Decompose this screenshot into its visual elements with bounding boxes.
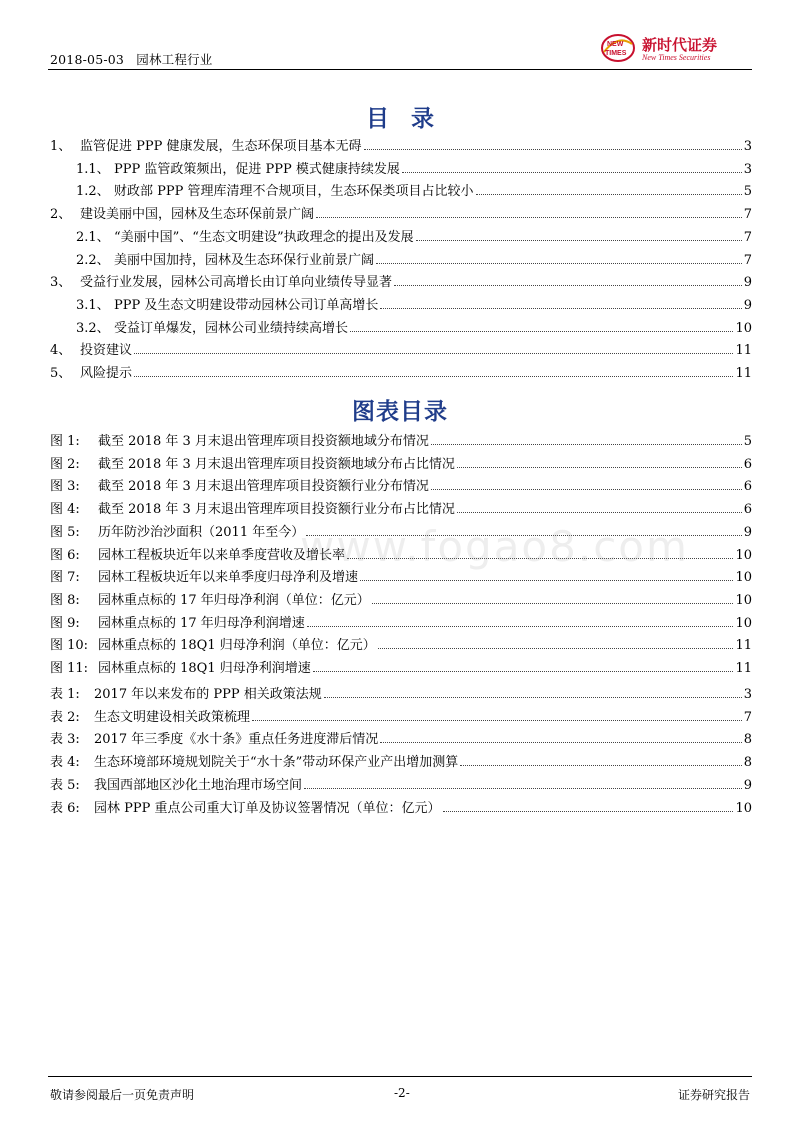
footer-divider: [48, 1076, 752, 1077]
entry-number: 1.2、: [76, 184, 110, 200]
toc-entry[interactable]: [48, 246, 752, 268]
leader-dots: [431, 444, 742, 445]
leader-dots: [134, 353, 733, 354]
entry-number: 表 5:: [50, 777, 80, 793]
charts-title: 图表目录: [352, 399, 448, 425]
entry-page: 7: [743, 709, 752, 725]
entry-title: 财政部 PPP 管理库清理不合规项目，生态环保类项目占比较小: [114, 184, 474, 200]
leader-dots: [376, 263, 742, 264]
entry-title: “美丽中国”、“生态文明建设”执政理念的提出及发展: [114, 229, 414, 245]
entry-number: 4、: [50, 343, 72, 359]
leader-dots: [460, 765, 741, 766]
entry-title: 投资建议: [80, 343, 133, 359]
entry-page: 6: [743, 502, 752, 518]
company-logo: [592, 30, 752, 66]
entry-number: 3.2、: [76, 320, 110, 336]
figure-entry[interactable]: [48, 495, 752, 517]
figure-entry[interactable]: [48, 472, 752, 494]
report-type: 证券研究报告: [677, 1088, 750, 1102]
disclaimer-note: 敬请参阅最后一页免责声明: [50, 1088, 195, 1102]
entry-title: 园林工程板块近年以来单季度营收及增长率: [98, 547, 346, 563]
figure-entry[interactable]: [48, 609, 752, 631]
entry-title: 截至 2018 年 3 月末退出管理库项目投资额行业分布情况: [98, 479, 429, 495]
entry-page: 7: [743, 229, 752, 245]
entry-number: 2.2、: [76, 252, 110, 268]
entry-title: 园林重点标的 17 年归母净利润（单位：亿元）: [98, 592, 370, 608]
leader-dots: [378, 648, 734, 649]
entry-number: 2、: [50, 207, 72, 223]
entry-page: 9: [743, 275, 752, 291]
entry-title: PPP 及生态文明建设带动园林公司订单高增长: [114, 297, 379, 313]
entry-title: 监管促进 PPP 健康发展，生态环保项目基本无碍: [80, 139, 362, 154]
table-entry[interactable]: [48, 703, 752, 725]
entry-page: 8: [743, 732, 752, 748]
entry-title: 我国西部地区沙化土地治理市场空间: [94, 777, 303, 793]
logo-mark-icon: [600, 32, 636, 64]
entry-number: 1.1、: [76, 161, 110, 177]
watermark: www.fogao8.com: [300, 522, 689, 571]
entry-number: 表 2:: [50, 709, 80, 725]
page-number: -2-: [394, 1086, 410, 1100]
entry-page: 10: [735, 592, 752, 608]
industry-name: 园林工程行业: [136, 52, 213, 67]
leader-dots: [443, 811, 734, 812]
page-header: [48, 30, 752, 70]
entry-page: 8: [743, 755, 752, 771]
entry-page: 6: [743, 456, 752, 472]
leader-dots: [316, 217, 742, 218]
leader-dots: [457, 467, 742, 468]
entry-page: 6: [743, 479, 752, 495]
entry-title: 历年防沙治沙面积（2011 年至今）: [98, 524, 305, 540]
leader-dots: [476, 194, 742, 195]
leader-dots: [324, 697, 742, 698]
entry-title: 2017 年以来发布的 PPP 相关政策法规: [94, 687, 322, 702]
entry-number: 图 6:: [50, 547, 80, 563]
entry-title: 截至 2018 年 3 月末退出管理库项目投资额地域分布占比情况: [98, 456, 455, 472]
leader-dots: [350, 331, 733, 332]
entry-number: 图 1:: [50, 434, 80, 449]
toc-entry[interactable]: [48, 336, 752, 358]
leader-dots: [372, 603, 734, 604]
leader-dots: [307, 626, 734, 627]
entry-title: 园林重点标的 17 年归母净利润增速: [98, 615, 305, 631]
toc-entry[interactable]: [48, 291, 752, 313]
leader-dots: [134, 376, 733, 377]
leader-dots: [394, 285, 742, 286]
entry-title: 生态文明建设相关政策梳理: [94, 709, 251, 725]
entry-page: 9: [743, 524, 752, 540]
entry-number: 表 4:: [50, 755, 80, 771]
entry-number: 图 8:: [50, 592, 80, 608]
toc-entry[interactable]: [48, 359, 752, 381]
leader-dots: [380, 308, 741, 309]
entry-number: 图 2:: [50, 456, 80, 472]
toc-entry[interactable]: [48, 132, 752, 154]
entry-page: 11: [735, 343, 752, 359]
entry-title: 2017 年三季度《水十条》重点任务进度滞后情况: [94, 732, 379, 748]
leader-dots: [457, 512, 742, 513]
leader-dots: [416, 240, 742, 241]
leader-dots: [252, 720, 742, 721]
entry-page: 3: [743, 161, 752, 177]
entry-title: 受益行业发展，园林公司高增长由订单向业绩传导显著: [80, 275, 393, 291]
figure-entry[interactable]: [48, 450, 752, 472]
entry-page: 11: [735, 661, 752, 676]
svg-text:TIMES: TIMES: [605, 50, 627, 57]
figure-entry[interactable]: [48, 631, 752, 653]
leader-dots: [402, 172, 742, 173]
header-meta: [50, 50, 212, 68]
logo-name: 新时代证券: [642, 36, 718, 54]
entry-number: 图 3:: [50, 479, 80, 495]
leader-dots: [360, 580, 733, 581]
leader-dots: [304, 788, 742, 789]
toc-entry[interactable]: [48, 155, 752, 177]
entry-page: 5: [743, 434, 752, 449]
entry-page: 5: [743, 184, 752, 200]
entry-number: 图 10:: [50, 638, 89, 654]
entry-number: 图 7:: [50, 570, 80, 586]
entry-page: 9: [743, 777, 752, 793]
toc-entry[interactable]: [48, 177, 752, 199]
entry-page: 10: [735, 615, 752, 631]
entry-number: 2.1、: [76, 229, 110, 245]
figure-entry[interactable]: [48, 654, 752, 676]
toc-entry[interactable]: [48, 268, 752, 290]
entry-page: 11: [735, 366, 752, 381]
table-entry[interactable]: [48, 748, 752, 770]
entry-page: 7: [743, 207, 752, 223]
table-entry[interactable]: [48, 680, 752, 702]
entry-page: 9: [743, 297, 752, 313]
entry-title: PPP 监管政策频出，促进 PPP 模式健康持续发展: [114, 161, 400, 177]
figure-entry[interactable]: [48, 427, 752, 449]
leader-dots: [313, 671, 734, 672]
entry-title: 建设美丽中国，园林及生态环保前景广阔: [80, 207, 315, 223]
entry-title: 截至 2018 年 3 月末退出管理库项目投资额地域分布情况: [98, 434, 429, 449]
entry-page: 3: [743, 139, 752, 154]
entry-title: 园林重点标的 18Q1 归母净利润增速: [98, 661, 311, 676]
entry-title: 美丽中国加持，园林及生态环保行业前景广阔: [114, 252, 375, 268]
entry-number: 图 5:: [50, 524, 80, 540]
page-footer: [48, 1076, 752, 1102]
entry-number: 3、: [50, 275, 72, 291]
entry-title: 生态环境部环境规划院关于“水十条”带动环保产业产出增加测算: [94, 755, 459, 771]
svg-text:NEW: NEW: [607, 41, 624, 48]
entry-number: 图 9:: [50, 615, 80, 631]
toc-entry[interactable]: [48, 200, 752, 222]
entry-title: 截至 2018 年 3 月末退出管理库项目投资额行业分布占比情况: [98, 502, 455, 518]
entry-number: 图 11:: [50, 661, 89, 676]
table-entry[interactable]: [48, 794, 752, 816]
entry-title: 园林重点标的 18Q1 归母净利润（单位：亿元）: [98, 638, 376, 654]
report-date: 2018-05-03: [50, 52, 125, 67]
entry-title: 风险提示: [80, 366, 133, 381]
entry-page: 7: [743, 252, 752, 268]
toc-entry[interactable]: [48, 223, 752, 245]
entry-number: 表 3:: [50, 732, 80, 748]
entry-number: 5、: [50, 366, 72, 381]
entry-number: 1、: [50, 139, 72, 154]
leader-dots: [364, 149, 742, 150]
leader-dots: [380, 742, 742, 743]
entry-page: 11: [735, 638, 752, 654]
entry-number: 表 1:: [50, 687, 80, 702]
entry-page: 10: [735, 547, 752, 563]
leader-dots: [431, 489, 742, 490]
entry-number: 3.1、: [76, 297, 110, 313]
entry-page: 10: [735, 570, 752, 586]
entry-number: 图 4:: [50, 502, 80, 518]
entry-number: 表 6:: [50, 800, 80, 816]
table-entry[interactable]: [48, 725, 752, 747]
entry-title: 园林工程板块近年以来单季度归母净利及增速: [98, 570, 359, 586]
entry-page: 3: [743, 687, 752, 702]
entry-title: 园林 PPP 重点公司重大订单及协议签署情况（单位：亿元）: [94, 800, 441, 816]
table-entry[interactable]: [48, 771, 752, 793]
entry-page: 10: [735, 320, 752, 336]
logo-subtitle: New Times Securities: [642, 53, 711, 62]
entry-title: 受益订单爆发，园林公司业绩持续高增长: [114, 320, 349, 336]
toc-entry[interactable]: [48, 314, 752, 336]
toc-title: 目录: [366, 106, 456, 132]
header-divider: [48, 69, 752, 70]
entry-page: 10: [735, 800, 752, 816]
figure-entry[interactable]: [48, 586, 752, 608]
